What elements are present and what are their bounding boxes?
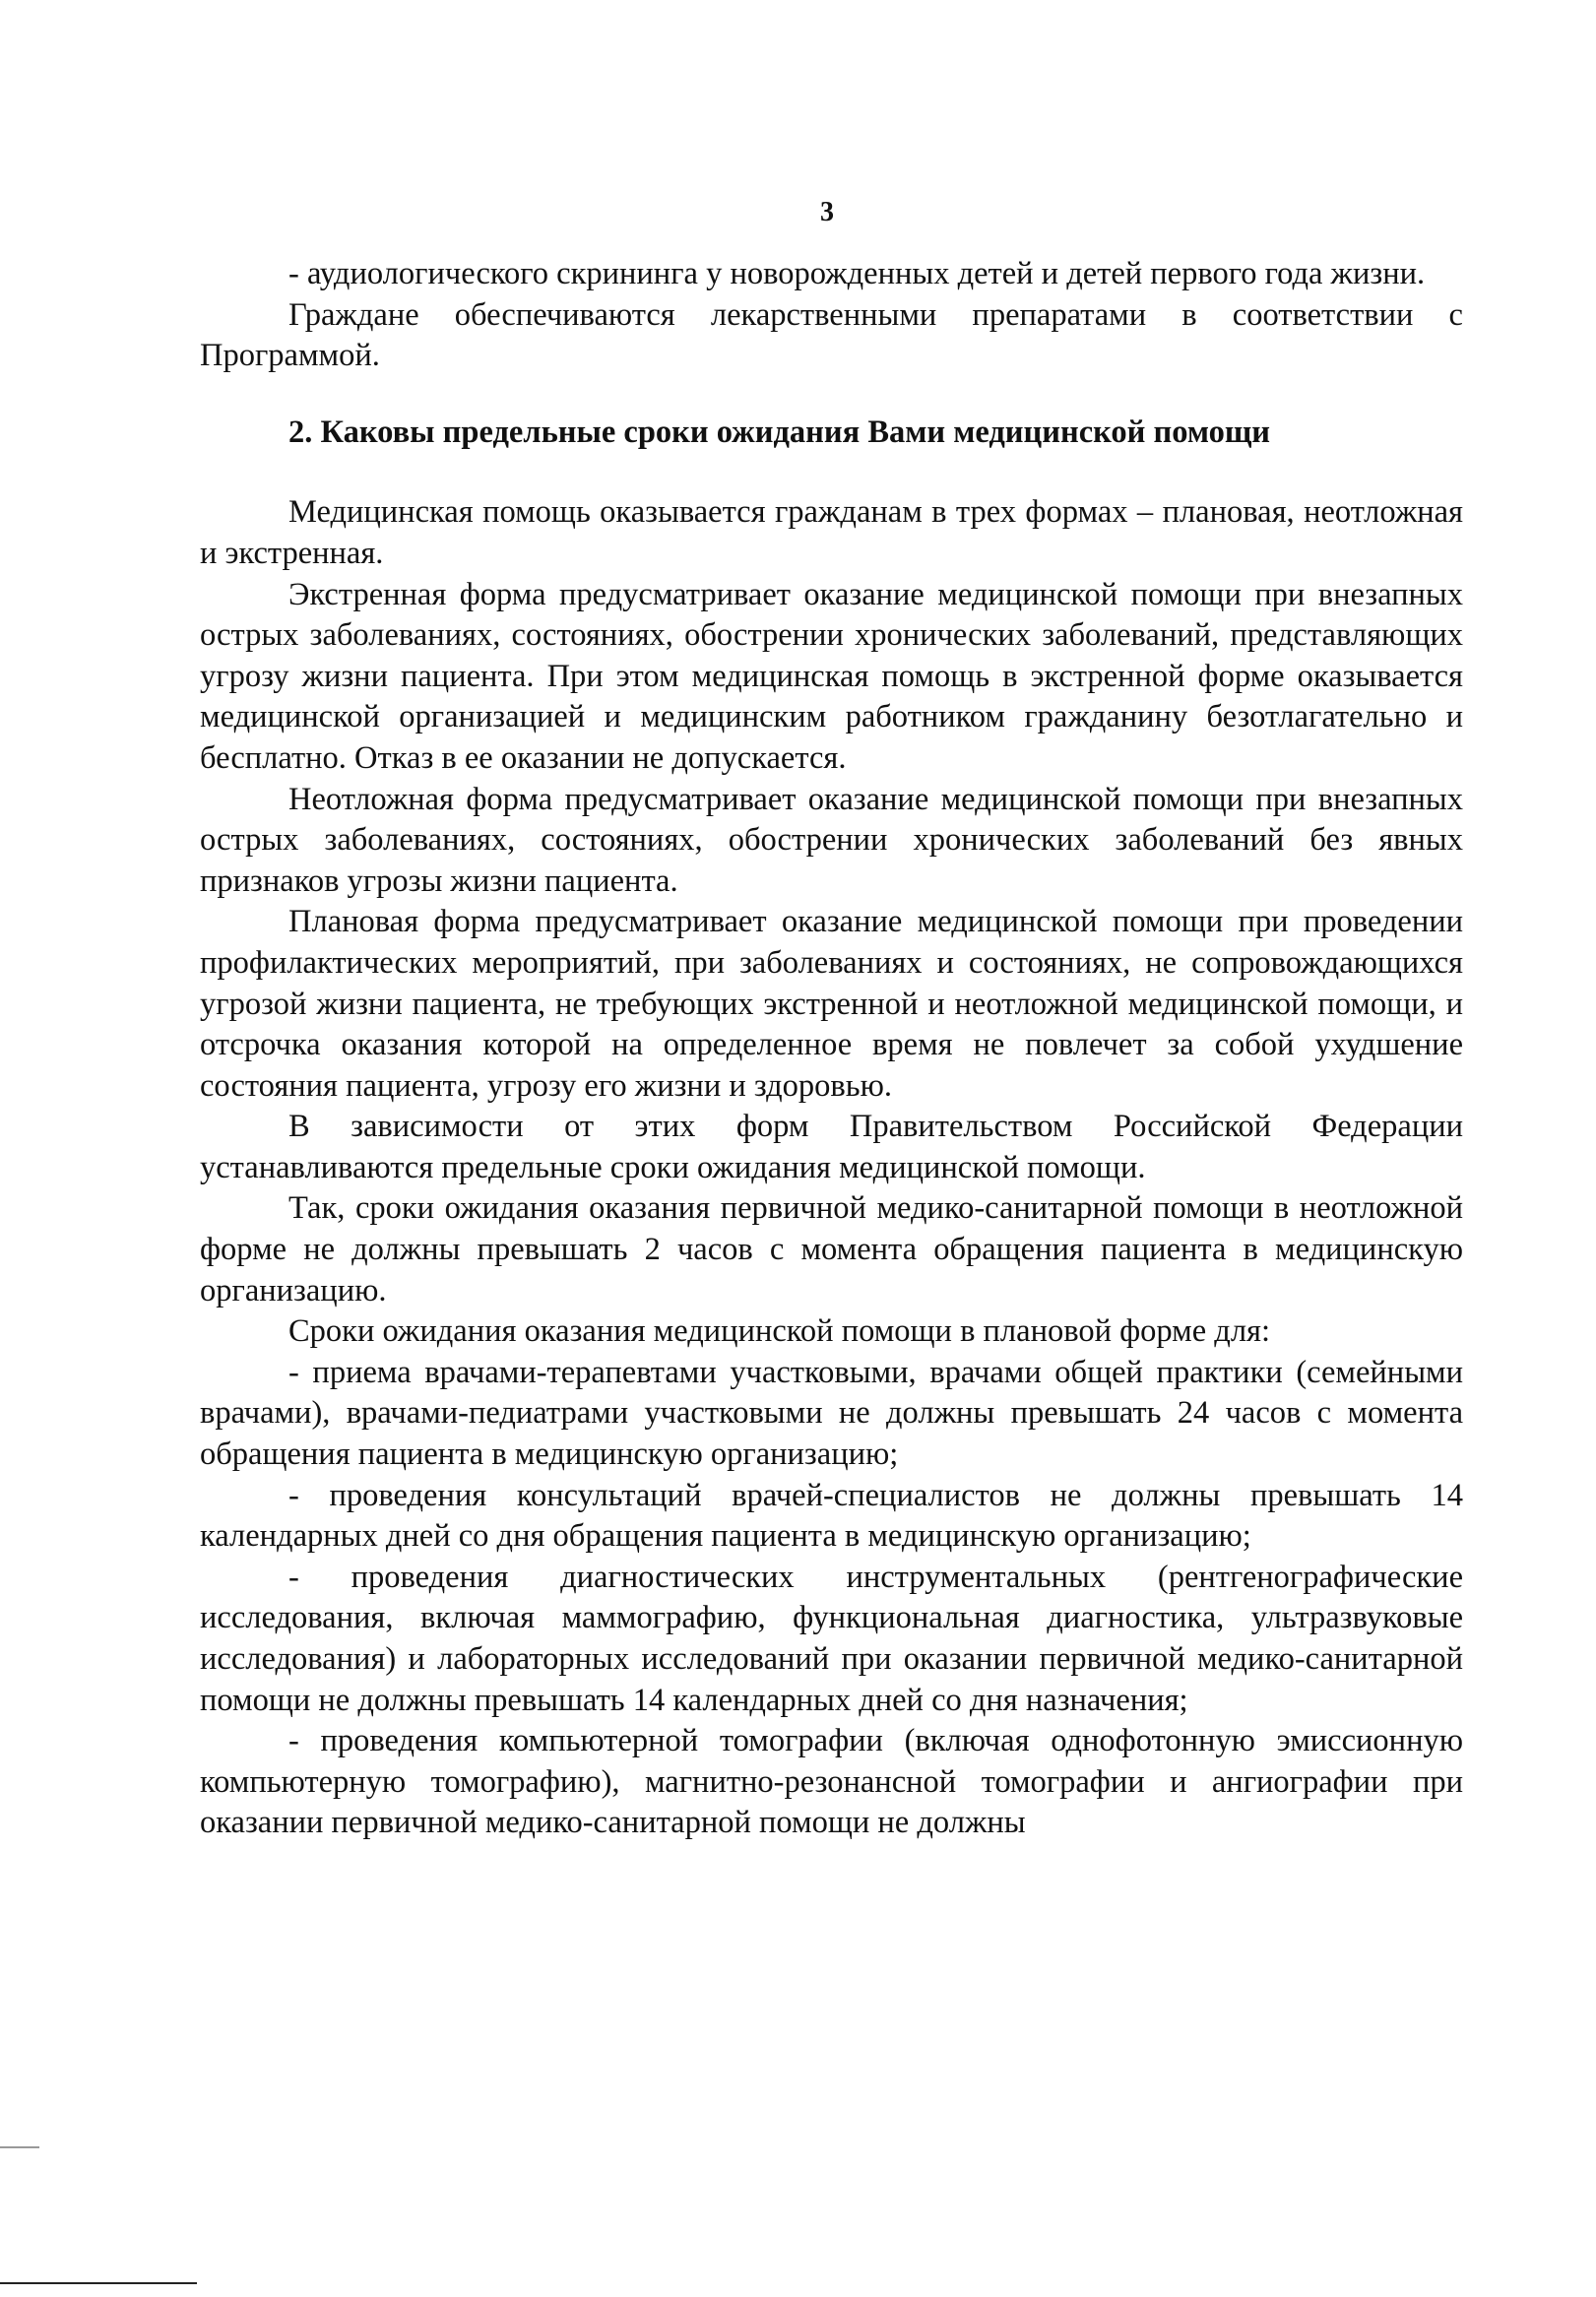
scan-artifact-line — [0, 2282, 197, 2284]
paragraph-planned-limits-intro: Сроки ожидания оказания медицинской помощи в плановой форме для: — [288, 1313, 1271, 1350]
paragraph-urgent-limit: Так, сроки ожидания оказания первичной медико-санитарной помощи в неотложной форме не должны превышать 2 часов с момента обращения пациента в медицинскую организацию. — [200, 1190, 1463, 1308]
paragraph-medicines: Граждане обеспечиваются лекарственными препаратами в соответствии с Программой. — [200, 296, 1463, 374]
list-item-therapists: - приема врачами-терапевтами участковыми, врачами общей практики (семейными врачами), врачами-педиатрами участковыми не должны превышать 24 часов с момента обращения пациента в медицинскую организацию; — [200, 1354, 1463, 1473]
paragraph-urgent: Неотложная форма предусматривает оказание медицинской помощи при внезапных острых заболеваниях, состояниях, обострении хронических заболеваний без явных признаков угрозы жизни пациента. — [200, 781, 1463, 899]
paragraph-limits: В зависимости от этих форм Правительством Российской Федерации устанавливаются предельные сроки ожидания медицинской помощи. — [200, 1109, 1463, 1185]
page-number: 3 — [820, 197, 834, 227]
list-item-consultations: - проведения консультаций врачей-специалистов не должны превышать 14 календарных дней со дня обращения пациента в медицинскую организацию; — [200, 1477, 1463, 1555]
list-item-audiology: - аудиологического скрининга у новорожденных детей и детей первого года жизни. — [288, 256, 1426, 291]
paragraph-forms: Медицинская помощь оказывается гражданам в трех формах – плановая, неотложная и экстренная. — [200, 494, 1463, 571]
list-item-diagnostics: - проведения диагностических инструментальных (рентгенографические исследования, включая маммографию, функциональная диагностика, ультразвуковые исследования) и лабораторных исследований при оказании первичной медико-санитарной помощи не должны превышать 14 календарных дней со дня назначения; — [200, 1559, 1463, 1718]
paragraph-emergency: Экстренная форма предусматривает оказание медицинской помощи при внезапных острых заболеваниях, состояниях, обострении хронических заболеваний, представляющих угрозу жизни пациента. При этом медицинская помощь в экстренной форме оказывается медицинской организацией и медицинским работником гражданину безотлагательно и бесплатно. Отказ в ее оказании не допускается. — [200, 576, 1463, 776]
paragraph-planned: Плановая форма предусматривает оказание медицинской помощи при проведении профилактических мероприятий, при заболеваниях и состояниях, не сопровождающихся угрозой жизни пациента, не требующих экстренной и неотложной медицинской помощи, и отсрочка оказания которой на определенное время не повлечет за собой ухудшение состояния пациента, угрозу его жизни и здоровью. — [200, 904, 1463, 1104]
list-item-tomography: - проведения компьютерной томографии (включая однофотонную эмиссионную компьютерную томографию), магнитно-резонансной томографии и ангиографии при оказании первичной медико-санитарной помощи не должны — [200, 1723, 1463, 1841]
section-heading: 2. Каковы предельные сроки ожидания Вами медицинской помощи — [288, 414, 1271, 450]
scan-artifact-mark — [0, 2146, 39, 2148]
document-body — [200, 254, 1463, 1844]
